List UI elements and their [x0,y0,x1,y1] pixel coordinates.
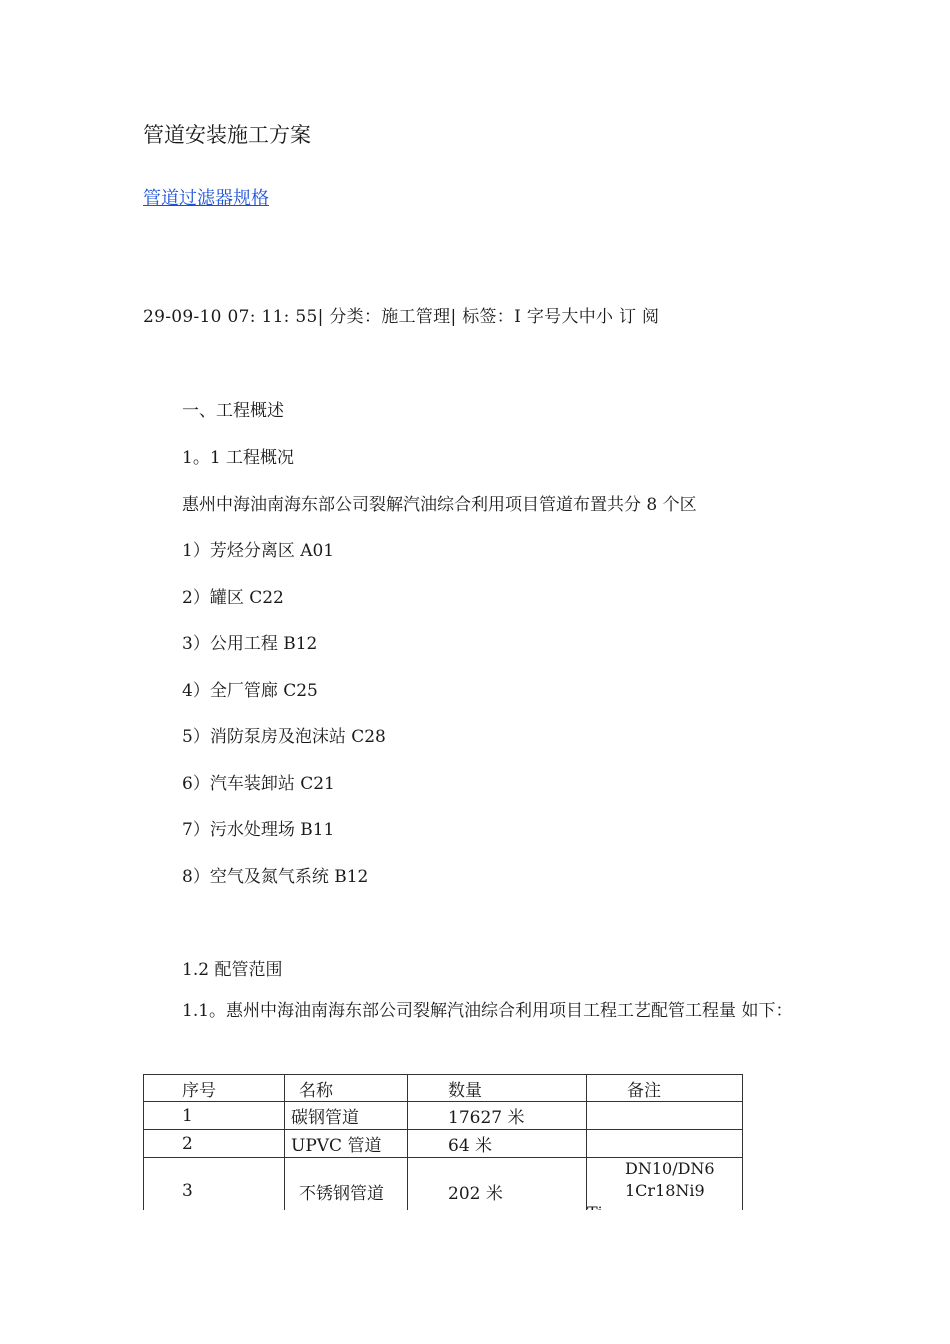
intro-paragraph: 惠州中海油南海东部公司裂解汽油综合利用项目管道布置共分 8 个区 [182,495,697,515]
quantity-table [143,1074,743,1225]
cell-name: 不锈钢管道 [285,1158,408,1225]
cell-no: 3 [144,1158,285,1225]
cell-no: 1 [144,1102,285,1130]
post-meta: 29-09-10 07: 11: 55| 分类：施工管理| 标签：I 字号大中小 订 阅 [143,307,660,327]
table-row [144,1130,743,1158]
filter-spec-link[interactable]: 管道过滤器规格 [143,188,269,209]
area-item: 2）罐区 C22 [182,588,284,608]
cell-remark [587,1130,743,1158]
area-item: 5）消防泵房及泡沫站 C28 [182,727,386,747]
cell-qty: 64 米 [408,1130,587,1158]
cell-name: UPVC 管道 [285,1130,408,1158]
area-item: 7）污水处理场 B11 [182,820,335,840]
table-header-row [144,1075,743,1102]
area-item: 8）空气及氮气系统 B12 [182,867,369,887]
cell-no: 2 [144,1130,285,1158]
cell-name: 碳钢管道 [285,1102,408,1130]
area-item: 6）汽车装卸站 C21 [182,774,335,794]
header-name: 名称 [285,1075,408,1102]
subsection-heading-summary: 1。1 工程概况 [182,448,295,468]
cell-remark [587,1102,743,1130]
header-qty: 数量 [408,1075,587,1102]
subsection-heading-scope: 1.2 配管范围 [182,960,283,980]
page-title: 管道安装施工方案 [143,123,311,147]
cell-qty: 202 米 [408,1158,587,1225]
table-row [144,1102,743,1130]
section-heading-overview: 一、工程概述 [182,401,284,421]
area-item: 4）全厂管廊 C25 [182,681,318,701]
scope-paragraph: 1.1。惠州中海油南海东部公司裂解汽油综合利用项目工程工艺配管工程量 如下： [182,1001,793,1021]
area-item: 3）公用工程 B12 [182,634,318,654]
cell-qty: 17627 米 [408,1102,587,1130]
area-item: 1）芳烃分离区 A01 [182,541,335,561]
remark-line: DN10/DN6 1Cr18Ni9 [625,1159,715,1200]
header-no: 序号 [144,1075,285,1102]
header-remark: 备注 [587,1075,743,1102]
page-bottom-clip [0,1210,950,1344]
